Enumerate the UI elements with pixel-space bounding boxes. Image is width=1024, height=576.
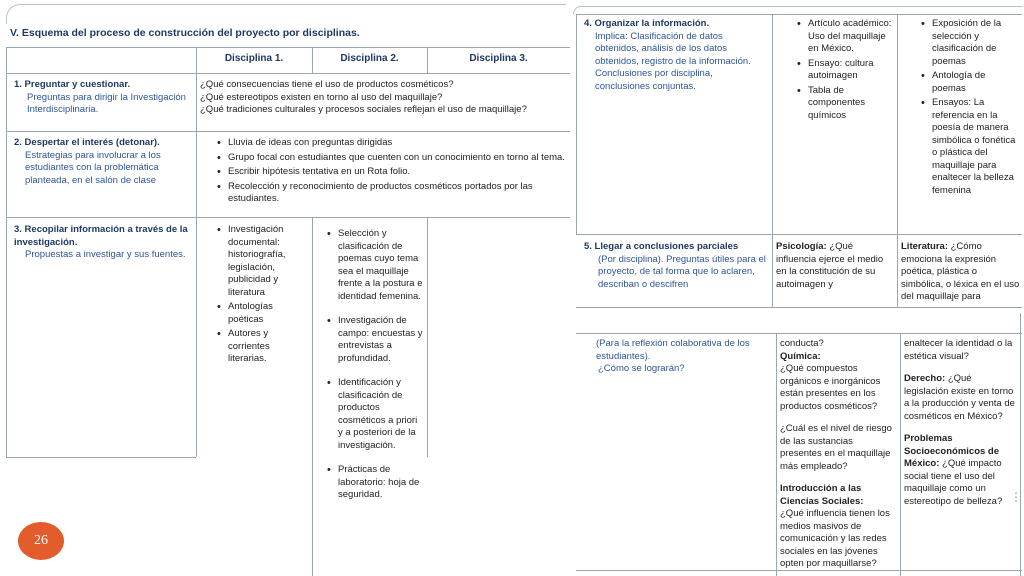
list-item: • Artículo académico: Uso del maquillaje en México.: [808, 18, 894, 56]
cont-middle: [780, 338, 896, 571]
row1-questions: [200, 79, 568, 117]
right-panel-frame: [573, 6, 1023, 14]
row3-sub: Propuestas a investigar y sus fuentes.: [25, 249, 186, 260]
literatura-text: ¿Cómo emociona la expresión poética, plástica o simbólica, o léxica en el uso del maquillaje para: [901, 241, 1020, 302]
list-item: • Antologías poéticas: [228, 301, 306, 326]
row1-heading: 1. Preguntar y cuestionar.: [14, 79, 131, 90]
row2-label: [14, 137, 190, 187]
row5-label: [584, 241, 768, 291]
row3-disciplina-1: [214, 224, 306, 368]
row2-sub: Estrategias para involucrar a los estudiantes con la problemática planteada, en el salón de clase: [25, 149, 161, 186]
row4-disciplina-2: [794, 18, 894, 124]
row4-heading: 4. Organizar la información.: [584, 18, 710, 29]
cont-left: [586, 338, 772, 376]
intro-text: ¿Qué influencia tienen los medios masivos de comunicación y las redes sociales en las jóvenes opten por maquillarse?: [780, 508, 890, 569]
row5-sub: (Por disciplina). Preguntas útiles para el proyecto, de tal forma que lo aclaren, describan o descifren: [598, 253, 766, 290]
row4-sub: Implica: Clasificación de datos obtenidos, análisis de los datos obtenidos, registro de la información. Conclusiones por disciplina, conclusiones conjuntas.: [595, 30, 751, 92]
row2-list: [214, 137, 568, 208]
frame-top-curve: [6, 4, 566, 24]
list-item: • Investigación documental: historiografía, legislación, publicidad y literatura: [228, 224, 306, 299]
question-item: ¿Qué estereotipos existen en torno al uso del maquillaje?: [200, 91, 443, 103]
row4-disciplina-3: [918, 18, 1020, 199]
row3-disciplina-2: [324, 228, 424, 504]
list-item: • Identificación y clasificación de productos cosméticos a priori y a posteriori de la investigación.: [338, 377, 424, 452]
quimica-label: Química:: [780, 350, 821, 362]
derecho-text: ¿Qué legislación existe en torno a la producción y venta de cosméticos en México?: [904, 373, 1015, 422]
quimica-q1: ¿Qué compuestos orgánicos e inorgánicos están presentes en los productos cosméticos?: [780, 363, 881, 412]
psicologia-text: ¿Qué influencia ejerce el medio en la constitución de su autoimagen y: [776, 241, 884, 290]
list-item: • Autores y corrientes literarias.: [228, 328, 306, 366]
problemas-label: Problemas Socioeconómicos de México:: [904, 433, 1000, 469]
intro-label: Introducción a las Ciencias Sociales:: [780, 483, 864, 507]
header-disciplina-1: Disciplina 1.: [224, 53, 284, 64]
row2-heading: 2. Despertar el interés (detonar).: [14, 137, 160, 148]
cont-mid-top: conducta?: [780, 338, 824, 349]
question-item: ¿Qué consecuencias tiene el uso de productos cosméticos?: [200, 79, 454, 90]
question-item: ¿Qué tradiciones culturales y procesos sociales reflejan el uso de maquillaje?: [200, 104, 527, 115]
list-item: • Prácticas de laboratorio: hoja de seguridad.: [338, 464, 424, 502]
list-item: • Escribir hipótesis tentativa en un Rota folio.: [228, 166, 568, 179]
list-item: • Ensayo: cultura autoimagen: [808, 58, 894, 83]
row3-label: [14, 224, 192, 262]
psicologia-label: Psicología:: [776, 241, 827, 252]
row5-literatura: [901, 241, 1021, 304]
list-item: • Investigación de campo: encuestas y entrevistas a profundidad.: [338, 315, 424, 365]
list-item: • Lluvia de ideas con preguntas dirigidas: [228, 137, 568, 150]
header-disciplina-2: Disciplina 2.: [340, 53, 399, 64]
row1-sub: Preguntas para dirigir la Investigación Interdisciplinaria.: [27, 91, 186, 115]
list-item: • Selección y clasificación de poemas cuyo tema sea el maquillaje frente a la postura e identidad femenina.: [338, 228, 424, 303]
row4-label: [584, 18, 766, 93]
more-dots-icon[interactable]: ⋮: [1010, 490, 1022, 504]
cont-left-text: (Para la reflexión colaborativa de los estudiantes).: [596, 338, 750, 362]
cont-left-question: ¿Cómo se lograrán?: [598, 363, 685, 374]
section-title: V. Esquema del proceso de construcción del proyecto por disciplinas.: [10, 27, 360, 39]
cont-right: [904, 338, 1018, 508]
problemas-text: ¿Qué impacto social tiene el uso del maquillaje como un estereotipo de belleza?: [904, 458, 1003, 507]
row3-heading: 3. Recopilar información a través de la investigación.: [14, 224, 188, 248]
literatura-label: Literatura:: [901, 241, 948, 252]
row1-label: [14, 79, 190, 117]
list-item: • Recolección y reconocimiento de productos cosméticos portados por las estudiantes.: [228, 181, 568, 206]
derecho-label: Derecho:: [904, 373, 946, 384]
list-item: • Tabla de componentes químicos: [808, 85, 894, 123]
list-item: • Grupo focal con estudiantes que cuenten con un conocimiento en torno al tema.: [228, 152, 568, 165]
cont-right-top: enaltecer la identidad o la estética visual?: [904, 338, 1013, 362]
list-item: • Exposición de la selección y clasificación de poemas: [932, 18, 1020, 68]
list-item: • Ensayos: La referencia en la poesía de manera simbólica o fonética o plástica del maquillaje para enaltecer la belleza femenina: [932, 97, 1020, 197]
list-item: • Antología de poemas: [932, 70, 1020, 95]
row5-psicologia: [776, 241, 894, 291]
page-number-badge: 26: [18, 522, 64, 560]
quimica-q2: ¿Cuál es el nivel de riesgo de las sustancias presentes en el maquillaje más empleado?: [780, 423, 892, 472]
header-disciplina-3: Disciplina 3.: [469, 53, 528, 64]
row5-heading: 5. Llegar a conclusiones parciales: [584, 241, 739, 252]
